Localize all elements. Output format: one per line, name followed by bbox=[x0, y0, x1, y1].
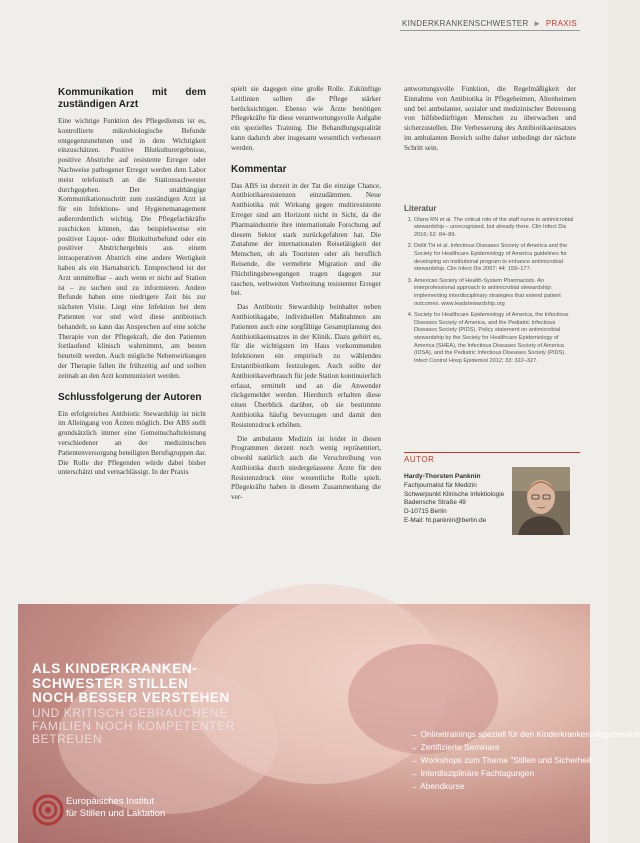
ad-offer-text: Workshops zum Thema "Stillen und Sicherheit" bbox=[420, 755, 595, 765]
ad-subline bbox=[32, 707, 235, 746]
journal-name: KINDERKRANKENSCHWESTER bbox=[402, 19, 529, 28]
column-1 bbox=[58, 87, 206, 482]
ad-headline-line: NOCH BESSER VERSTEHEN bbox=[32, 690, 230, 705]
author-box bbox=[404, 473, 514, 526]
author-role: Fachjournalist für Medizin bbox=[404, 481, 477, 489]
paragraph: antwortungsvolle Funktion, die Regelmäßigkeit der Einnahme von Antibiotika in Pflegeheimen, Altenheimen und bei ambulanter, sozialer und medizinischer Betreuung von hilfsbedürftigen Menschen zu überwachen und sicherzustellen. Die Verbesserung des Antibiotikaeinsatzes im ambulanten Bereich sollte daher unbedingt der nächste Schritt sein. bbox=[404, 85, 576, 152]
paragraph: Die ambulante Medizin ist leider in diesen Programmen derzeit noch wenig repräsentiert, obwohl natürlich auch die Verschreibung von Antibiotika durch niedergelassene Ärzte für den Resistenzdruck eine wesentliche Rolle spielt. Pflegekräfte haben in diesem Zusammenhang die ver- bbox=[231, 434, 381, 502]
author-label: AUTOR bbox=[404, 452, 580, 464]
institute-name-line: für Stillen und Laktation bbox=[66, 807, 166, 819]
ad-offer-text: Interdisziplinäre Fachtagungen bbox=[420, 768, 535, 778]
author-city: D-10715 Berlin bbox=[404, 508, 447, 516]
running-header bbox=[402, 19, 578, 28]
ad-offer-item: → Zertifizierte Seminare bbox=[410, 742, 500, 752]
institute-name-line: Europäisches Institut bbox=[66, 796, 155, 807]
ad-offer-list bbox=[410, 728, 640, 793]
author-email[interactable]: E-Mail: ht.panknin@berlin.de bbox=[404, 516, 487, 524]
column-3 bbox=[404, 85, 576, 158]
paragraph: Das ABS ist derzeit in der Tat die einzige Chance, Antibiotikaresistenzen einzudämmen. Neue Antibiotika mit Wirkung gegen multiresistente Erreger sind am Horizont nicht in Sicht, da die Pharmaindustrie ihre internationale Forschung auf diesem Sektor stark zurückgefahren hat. Die Zunahme der internationalen Reisetätigkeit der Menschen, ob als Touristen oder als beruflich Reisende, die vermehrte Migration und die Flüchtlingsbewegungen tragen dagegen zur raschen, weltweiten Verbreitung resistenter Erreger bei. bbox=[231, 181, 381, 298]
literature-box bbox=[404, 205, 580, 369]
heading-kommunikation: Kommunikation mit dem zuständigen Arzt bbox=[58, 87, 206, 110]
author-street: Badensche Straße 49 bbox=[404, 499, 466, 507]
author-focus: Schwerpunkt Klinische Infektiologie bbox=[404, 490, 505, 498]
ad-offer-item: → Onlinetrainings speziell für den Kinderkrankenpflegebereich bbox=[410, 729, 640, 739]
advertisement[interactable] bbox=[18, 604, 640, 843]
ad-offer-item: → Workshops zum Thema "Stillen und Sicherheit" bbox=[410, 755, 595, 765]
author-name: Hardy-Thorsten Panknin bbox=[404, 473, 481, 480]
ad-decor-arc bbox=[498, 614, 598, 714]
author-photo bbox=[512, 467, 570, 535]
paragraph: Ein erfolgreiches Antibiotic Stewardship ist nicht im Alleingang von Ärzten möglich. Der ABS stellt grundsätzlich immer eine Gemeinschaftsleistung verschiedener an der medizinischen Patientenversorgung beteiligten Berufsgruppen dar. Die Rolle der Pflegenden würde dabei bisher unterschätzt und vernachlässigt. In der Praxis bbox=[58, 409, 206, 477]
ad-headline-line: SCHWESTER STILLEN bbox=[32, 675, 189, 691]
paragraph: Eine wichtige Funktion des Pflegediensts ist es, kontrollierte mikrobiologische Befunde entgegenzunehmen und in dem Wichtigkeit einzuschätzen. Positive Blutkulturergebnisse, positive Abstriche auf resistente Erreger oder Nachweise pathogener Erreger werden dem Labor meist telefonisch an die Stationsschwester durchgegeben. Der unabhängige Kommunikationsschritt zum zuständigen Arzt ist für ein Infektions- und Hygienemanagement außerordentlich wichtig. Die Pflegefachkräfte zuschicken können, das beispielsweise ein positiver Liquor- oder Blutkulturbefund oder ein positiver Abstrichergebnis aus einem intraoperativen Abstrich eine andere Wertigkeit haben als ein Harnabstrich. Entsprechend ist der Arzt unmittelbar – auch wenn er nicht auf Station ist – zu suchen und zu informieren. Andere Befunde haben eine niedrigere Zeit bis zur nächsten Visite. Liegt eine Infektion bei dem Patienten vor und wird diese antibiotisch behandelt, so kann das Ansprechen auf eine solche Therapie von der Pflegekraft, die den Patienten fortlaufend klinisch wahrnimmt, am besten beurteilt werden. Auch mögliche Nebenwirkungen der Therapie fallen ihr frühzeitig auf und sollten zeitnah an den Arzt kommuniziert werden. bbox=[58, 117, 206, 380]
section-name: PRAXIS bbox=[545, 19, 578, 28]
ad-offer-text: Onlinetrainings speziell für den Kinderkrankenpflegebereich bbox=[420, 729, 640, 739]
ad-headline bbox=[32, 662, 230, 706]
ad-offer-item: → Interdisziplinäre Fachtagungen bbox=[410, 768, 535, 778]
literature-item: 2. Dellit TH et al. Infectious Diseases Society of America and the Society for Healthcare Epidemiology of America guidelines for developing an institutional program to enhance antimicrobial stewardship. Clin Infect Dis 2007; 44: 159–177. bbox=[414, 243, 580, 273]
literature-title: Literatur bbox=[404, 204, 437, 213]
column-2 bbox=[231, 85, 381, 507]
paragraph: Das Antibiotic Stewardship beinhaltet neben Antibiotikagabe, individuellen Maßnahmen am Patienten auch eine sorgfältige Gesamtplanung des Antibiotikaeinsatzes in der Klinik. Dazu gehört es, für die wichtigsten im Haus vorkommenden Infektionen ein empirisch zu wählendes Erstantibiotikum festzulegen. Auch sollte der Antibiotikaverbrauch für jede Station kontinuierlich erfasst, ermittelt und an die Anwender rückgemeldet werden. Hierdurch erhalten diese einen Überblick darüber, ob sie bestimmte Antibiotika häufig bevorzugen und damit den Resistenzdruck erhöhen. bbox=[231, 303, 381, 429]
ad-offer-text: Zertifizierte Seminare bbox=[420, 742, 500, 752]
ad-subline-line: BETREUEN bbox=[32, 732, 103, 746]
heading-schlussfolgerung: Schlussfolgerung der Autoren bbox=[58, 391, 202, 403]
literature-item: 4. Society for Healthcare Epidemiology of America, the Infectious Diseases Society of America, and the Pediatric Infectious Diseases Society (PIDS). Policy statement on antimicrobial stewardship by the Society for Healthcare Epidemiology of America (SHEA), the Infectious Diseases Society of America (IDSA), and the Pediatric Infectious Diseases Society (PIDS). Infect Control Hosp Epidemiol 2012; 33: 322–327. bbox=[414, 312, 580, 365]
literature-item: 3. American Society of Health-System Pharmacists. An interprofessional approach to antimicrobial stewardship: implementing interdisciplinary strategies that extend patient outcomes. www.leadstewardship.org bbox=[414, 278, 580, 308]
institute-name bbox=[66, 796, 165, 819]
heading-kommentar: Kommentar bbox=[231, 163, 287, 175]
ad-subline-line: FAMILIEN NOCH KOMPETENTER bbox=[32, 719, 236, 733]
ad-offer-item: → Abendkurse bbox=[410, 781, 465, 791]
ad-offer-text: Abendkurse bbox=[420, 781, 465, 791]
header-rule bbox=[400, 30, 580, 31]
literature-item: 1. Olans RN et al. The critical role of the staff nurse in antimicrobial stewardship – unrecognized, but already there. Clin Infect Dis 2016; 62: 84–89. bbox=[414, 217, 580, 240]
ad-headline-line: ALS KINDERKRANKEN- bbox=[32, 661, 198, 676]
section-arrow-icon: ► bbox=[533, 19, 542, 28]
paragraph: spielt sie dagegen eine große Rolle. Zukünftige Leitlinien sollten die Pflege stärker berücksichtigen. Ebenso wie Ärzte benötigen Pflegekräfte für diese verantwortungsvolle Aufgabe ein spezielles Training. Die Behandlungsqualität kann dadurch aber insgesamt wesentlich verbessert werden. bbox=[231, 85, 381, 152]
ad-subline-line: UND KRITISCH GEBRAUCHENE bbox=[32, 706, 228, 720]
